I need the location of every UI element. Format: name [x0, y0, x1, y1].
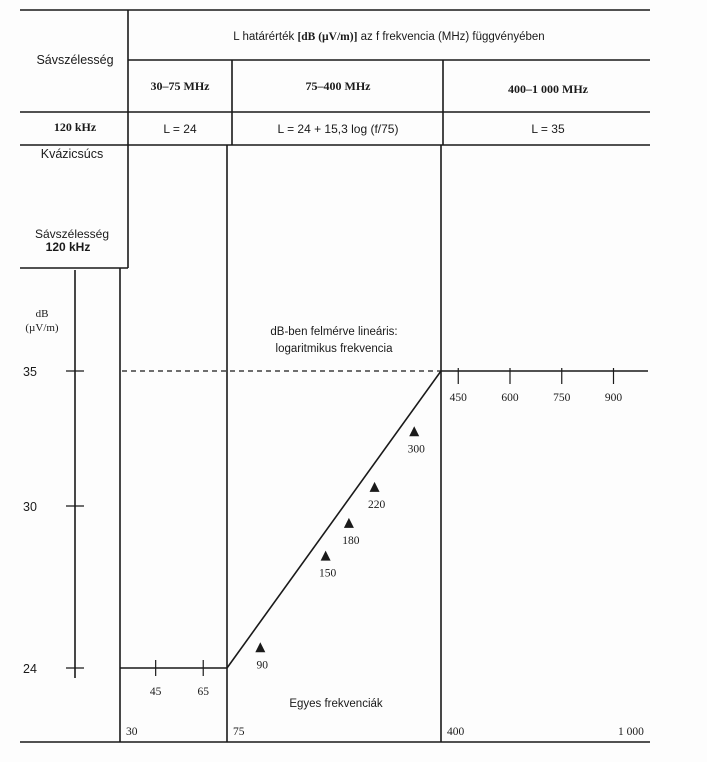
band-edge-label-1000: 1 000: [618, 726, 644, 738]
band3-tick-label-600: 600: [501, 392, 519, 404]
spot-marker-90: [255, 642, 265, 652]
spot-label-90: 90: [256, 659, 269, 672]
formula-band-2: L = 24 + 15,3 log (f/75): [277, 122, 399, 136]
left-bandwidth-label: Sávszélesség: [34, 227, 110, 241]
band1-tick-label-45: 45: [149, 686, 162, 698]
chart-frame: [20, 145, 650, 742]
y-tick-label-24: 24: [23, 662, 37, 676]
bandwidth-value: 120 kHz: [53, 120, 97, 134]
band-header-3: 400–1 000 MHz: [508, 82, 588, 96]
y-unit-line2: (µV/m): [25, 322, 59, 334]
limit-segment-2: [227, 371, 441, 668]
limit-line: [120, 371, 648, 668]
spot-label-220: 220: [367, 498, 386, 511]
spot-frequencies-caption: Egyes frekvenciák: [289, 698, 383, 710]
spot-label-300: 300: [407, 443, 425, 456]
band-header-1: 30–75 MHz: [150, 79, 210, 93]
spot-marker-180: [344, 518, 354, 528]
table-grid: [20, 10, 650, 268]
spot-marker-300: [409, 426, 419, 436]
spot-frequencies: [255, 426, 425, 671]
left-bandwidth-value: 120 kHz: [45, 240, 91, 254]
band-frequency-ticks: [150, 368, 622, 698]
band-edge-labels: [126, 726, 644, 738]
spot-label-150: 150: [318, 567, 337, 580]
y-tick-label-35: 35: [23, 365, 37, 379]
spot-marker-220: [370, 482, 380, 492]
band-edge-label-30: 30: [126, 726, 138, 738]
table-title: L határérték [dB (µV/m)] az f frekvencia (MHz) függvényében: [233, 31, 545, 43]
y-unit-line1: dB: [35, 308, 49, 320]
spot-label-180: 180: [342, 534, 360, 547]
bandwidth-row-header: Sávszélesség: [36, 53, 114, 67]
band3-tick-label-450: 450: [449, 392, 467, 404]
y-tick-label-30: 30: [23, 500, 37, 514]
band-edge-label-400: 400: [447, 726, 465, 738]
formula-band-3: L = 35: [531, 122, 565, 136]
formula-band-1: L = 24: [163, 122, 197, 136]
scale-annotation-line1: dB-ben felmérve lineáris:: [270, 326, 398, 338]
band3-tick-label-750: 750: [553, 392, 571, 404]
band3-tick-label-900: 900: [604, 392, 623, 404]
band-header-2: 75–400 MHz: [305, 79, 371, 93]
scale-annotation-line2: logaritmikus frekvencia: [275, 343, 393, 355]
band-edge-label-75: 75: [233, 726, 245, 738]
spot-marker-150: [321, 551, 331, 561]
detector-label: Kvázicsúcs: [40, 147, 104, 161]
band1-tick-label-65: 65: [197, 686, 209, 698]
